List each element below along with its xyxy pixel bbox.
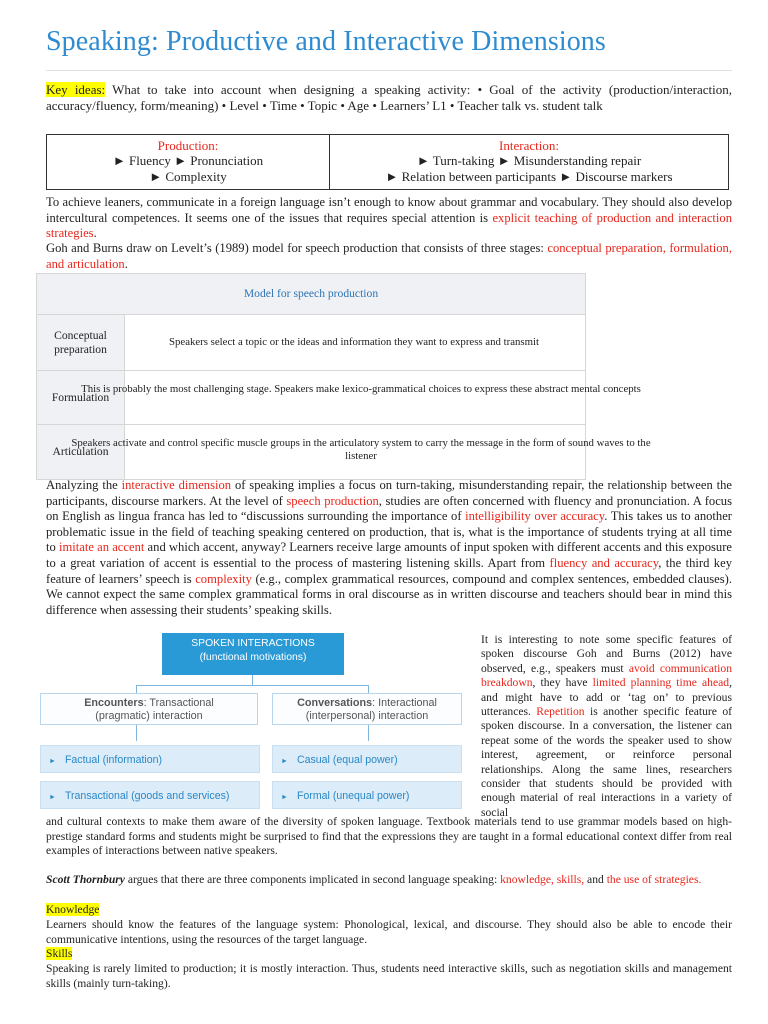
model-row-description: Speakers select a topic or the ideas and information they want to express and transmit bbox=[169, 335, 539, 348]
text-run: argues that there are three components implicated in second language speaking: bbox=[124, 873, 501, 886]
contexts-paragraph: and cultural contexts to make them aware of the diversity of spoken language. Textbook materials tend to use grammar models based on high-prestige standard forms and students might be surprised to find that the expressions they are taught in a formal educational context differ from real examples of interactions between native speakers. bbox=[46, 815, 732, 858]
key-ideas-text: What to take into account when designing a speaking activity: • Goal of the activity (production/interaction, accuracy/fluency, form/meaning) • Level • Time • Topic • Age • Learners’ L1 • Teacher talk vs. student talk bbox=[46, 82, 732, 113]
skills-heading-row bbox=[46, 947, 732, 962]
diagram-item-transactional bbox=[40, 781, 260, 809]
model-row-label: Formulation bbox=[37, 371, 125, 424]
diagram-item-label: Casual (equal power) bbox=[296, 754, 398, 766]
diagram-item-label: Transactional (goods and services) bbox=[64, 790, 230, 802]
production-line-2: ► Complexity bbox=[149, 168, 227, 184]
model-row-label: Articulation bbox=[37, 425, 125, 479]
conversations-type: : Interactional bbox=[372, 697, 437, 709]
production-interaction-table bbox=[46, 134, 729, 190]
highlight-run: avoid communication breakdown bbox=[481, 661, 732, 690]
intercultural-paragraph bbox=[46, 195, 732, 242]
text-run: is another specific feature of spoken discourse. In a conversation, the listener can repeat some of the words the speaker used to show interest, agreement, or reinforce personal relationships. Along the same lines, researchers consider that students should be provided with enough material of real interactions in a variety of social bbox=[481, 705, 732, 819]
diagram-item-label: Factual (information) bbox=[64, 754, 163, 766]
model-row-formulation bbox=[37, 371, 585, 425]
text-run: To achieve leaners, communicate in a foreign language isn’t enough to know about grammar and vocabulary. They should also develop intercultural competences. It seems one of the issues that requires special attention is bbox=[46, 195, 732, 225]
text-run: , studies are often concerned with fluency and pronunciation. A focus on English as lingua franca has led to “discussions surrounding the importance of bbox=[46, 493, 732, 524]
highlight-run: explicit teaching of production and interaction strategies bbox=[46, 210, 732, 241]
highlight-run: imitate an accent bbox=[58, 540, 145, 555]
highlight-run: fluency and accuracy bbox=[549, 555, 659, 570]
encounters-label: Encounters bbox=[84, 697, 144, 709]
highlight-run: complexity bbox=[195, 571, 252, 586]
skills-paragraph: Speaking is rarely limited to production; it is mostly interaction. Thus, students need interactive skills, such as negotiation skills and management skills (mainly turn-taking). bbox=[46, 962, 732, 990]
diagram-root-title: SPOKEN INTERACTIONS bbox=[191, 638, 315, 649]
text-run: Goh and Burns draw on Levelt’s (1989) model for speech production that consists of three stages: bbox=[46, 241, 548, 255]
diagram-item-factual bbox=[40, 745, 260, 773]
highlight-run: intelligibility over accuracy bbox=[465, 509, 605, 524]
production-heading: Production: bbox=[157, 138, 219, 153]
encounters-type: : Transactional bbox=[143, 697, 214, 709]
knowledge-paragraph: Learners should know the features of the language system: Phonological, lexical, and discourse. They should also be able to encode their communicative intentions, using the resources of the target language. bbox=[46, 918, 732, 946]
model-table-heading: Model for speech production bbox=[37, 274, 585, 315]
connector-line bbox=[368, 685, 369, 693]
production-line-1: ► Fluency ► Pronunciation bbox=[112, 153, 264, 169]
text-run: Analyzing the bbox=[46, 478, 122, 492]
articulation-description: Speakers activate and control specific muscle groups in the articulatory system to carry the message in the form of sound waves to the listener bbox=[71, 437, 651, 463]
title-rule bbox=[46, 70, 732, 71]
conversations-label: Conversations bbox=[297, 697, 373, 709]
production-cell bbox=[47, 135, 330, 189]
text-run: and bbox=[584, 873, 607, 886]
conversations-box bbox=[272, 693, 462, 725]
connector-line bbox=[136, 685, 368, 686]
highlight-run: knowledge, skills, bbox=[500, 873, 585, 886]
diagram-root-box bbox=[162, 633, 344, 675]
arrow-icon: ► bbox=[281, 794, 288, 801]
encounters-subtitle: (pragmatic) interaction bbox=[95, 710, 203, 722]
text-run: and which accent, anyway? Learners receive large amounts of input spoken with different accents and this exposure to a great variation of accent is essential to the process of mastering listening skills. Apart from bbox=[46, 540, 732, 570]
highlight-run: interactive dimension bbox=[121, 478, 232, 492]
connector-line bbox=[252, 675, 253, 685]
interaction-line-1: ► Turn-taking ► Misunderstanding repair bbox=[416, 153, 642, 169]
spoken-discourse-sidebar-text bbox=[481, 633, 732, 820]
interaction-heading: Interaction: bbox=[499, 138, 559, 153]
diagram-item-label: Formal (unequal power) bbox=[296, 790, 410, 802]
spoken-interactions-diagram bbox=[38, 633, 470, 817]
model-row-label: Conceptual preparation bbox=[37, 315, 125, 370]
connector-line bbox=[136, 725, 137, 741]
arrow-icon: ► bbox=[49, 794, 56, 801]
highlight-run: the use of strategies. bbox=[606, 873, 702, 886]
connector-line bbox=[136, 685, 137, 693]
conversations-subtitle: (interpersonal) interaction bbox=[305, 710, 429, 722]
highlight-run: limited planning time ahead bbox=[592, 676, 730, 690]
highlight-run: speech production bbox=[286, 493, 379, 508]
author-name: Scott Thornbury bbox=[46, 873, 125, 886]
text-run: of speaking implies a focus on turn-taking, misunderstanding repair, the relationship between the participants, discourse markers. At the level of bbox=[46, 478, 732, 508]
text-run: It is interesting to note some specific features of spoken discourse Goh and Burns (2012) have observed, e.g., speakers must bbox=[481, 633, 732, 675]
text-run: , and might have to add or ‘tag on’ to previous utterances. bbox=[481, 676, 732, 719]
encounters-box bbox=[40, 693, 258, 725]
levelt-paragraph bbox=[46, 241, 732, 272]
arrow-icon: ► bbox=[281, 758, 288, 765]
formulation-description: This is probably the most challenging stage. Speakers make lexico-grammatical choices to express these abstract mental concepts bbox=[81, 383, 641, 395]
diagram-root-subtitle: (functional motivations) bbox=[199, 652, 307, 663]
arrow-icon: ► bbox=[49, 758, 56, 765]
diagram-item-formal bbox=[272, 781, 462, 809]
diagram-item-casual bbox=[272, 745, 462, 773]
text-run: . bbox=[93, 226, 97, 241]
text-run: , they have bbox=[532, 676, 593, 690]
skills-heading: Skills bbox=[46, 947, 73, 960]
text-run: (e.g., complex grammatical resources, compound and complex sentences, embedded clauses). We cannot expect the same complex grammatical forms in oral discourse as in written discourse and teachers should bear in mind this difference when assessing their students’ speaking skills. bbox=[46, 571, 732, 617]
thornbury-paragraph bbox=[46, 873, 732, 888]
knowledge-heading: Knowledge bbox=[46, 903, 100, 916]
key-ideas-paragraph bbox=[46, 82, 732, 114]
knowledge-heading-row bbox=[46, 903, 732, 918]
page-title: Speaking: Productive and Interactive Dimensions bbox=[46, 26, 606, 57]
key-ideas-label: Key ideas: bbox=[46, 82, 106, 97]
text-run: , the third key feature of learners’ speech is bbox=[46, 555, 732, 586]
analyzing-paragraph bbox=[46, 478, 732, 618]
connector-line bbox=[368, 725, 369, 741]
interaction-line-2: ► Relation between participants ► Discourse markers bbox=[385, 168, 673, 184]
highlight-run: Repetition bbox=[536, 705, 585, 719]
text-run: . bbox=[124, 256, 128, 271]
text-run: . This takes us to another problematic issue in the field of teaching speaking centered on production, that is, what is the importance of students trying at all time to bbox=[46, 509, 732, 555]
model-row-conceptual bbox=[37, 315, 585, 371]
interaction-cell bbox=[330, 135, 728, 189]
highlight-run: conceptual preparation, formulation, and articulation bbox=[46, 241, 732, 271]
